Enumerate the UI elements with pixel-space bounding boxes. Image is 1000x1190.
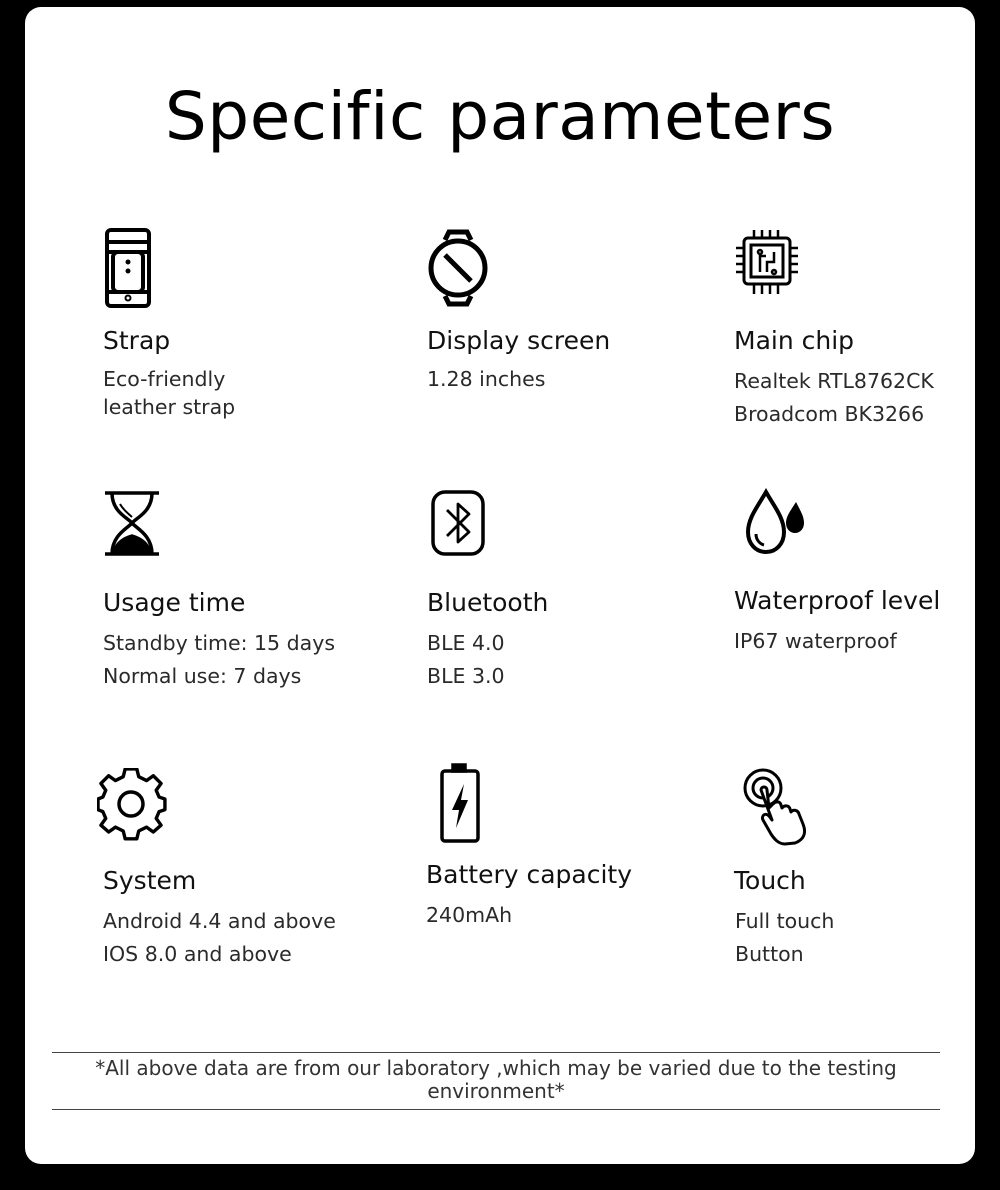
spec-main-chip bbox=[734, 228, 994, 431]
spec-system bbox=[97, 768, 357, 971]
page-title: Specific parameters bbox=[164, 78, 836, 155]
watch-strap-icon bbox=[103, 228, 183, 308]
touch-icon bbox=[741, 768, 821, 848]
display-screen-icon bbox=[427, 228, 507, 308]
gear-icon bbox=[97, 768, 177, 848]
spec-bluetooth bbox=[427, 490, 687, 693]
spec-label: Waterproof level bbox=[734, 586, 941, 615]
spec-value: Android 4.4 and above bbox=[103, 909, 336, 933]
spec-value: IOS 8.0 and above bbox=[103, 942, 292, 966]
spec-value: Full touch bbox=[735, 909, 835, 933]
spec-value: Normal use: 7 days bbox=[103, 664, 302, 688]
spec-label: Bluetooth bbox=[427, 588, 549, 617]
spec-label: System bbox=[103, 866, 197, 895]
spec-display-screen bbox=[427, 228, 687, 393]
spec-value: 240mAh bbox=[426, 903, 513, 927]
spec-label: Main chip bbox=[734, 326, 855, 355]
spec-waterproof-level bbox=[734, 488, 1000, 658]
spec-value: BLE 4.0 bbox=[427, 631, 505, 655]
footnote-top-divider bbox=[52, 1052, 940, 1053]
spec-label: Battery capacity bbox=[426, 860, 633, 889]
spec-value: 1.28 inches bbox=[427, 367, 546, 391]
spec-value: Button bbox=[735, 942, 804, 966]
chip-icon bbox=[734, 228, 814, 308]
spec-value: leather strap bbox=[103, 395, 236, 419]
water-drop-icon bbox=[744, 488, 824, 568]
spec-battery-capacity bbox=[426, 760, 686, 932]
battery-icon bbox=[426, 760, 506, 848]
bluetooth-icon bbox=[427, 490, 507, 570]
spec-value: IP67 waterproof bbox=[734, 629, 897, 653]
footnote: *All above data are from our laboratory ,which may be varied due to the testing environment* bbox=[95, 1056, 897, 1103]
spec-label: Touch bbox=[734, 866, 806, 895]
spec-label: Usage time bbox=[103, 588, 246, 617]
spec-value: Broadcom BK3266 bbox=[734, 402, 925, 426]
spec-value: Realtek RTL8762CK bbox=[734, 369, 934, 393]
spec-value: BLE 3.0 bbox=[427, 664, 505, 688]
spec-value: Eco-friendly bbox=[103, 367, 226, 391]
spec-usage-time bbox=[103, 490, 363, 693]
hourglass-icon bbox=[103, 490, 183, 570]
spec-label: Strap bbox=[103, 326, 171, 355]
spec-value: Standby time: 15 days bbox=[103, 631, 336, 655]
spec-strap bbox=[103, 228, 363, 421]
spec-label: Display screen bbox=[427, 326, 611, 355]
footnote-bottom-divider bbox=[52, 1109, 940, 1110]
spec-touch bbox=[734, 768, 1000, 971]
